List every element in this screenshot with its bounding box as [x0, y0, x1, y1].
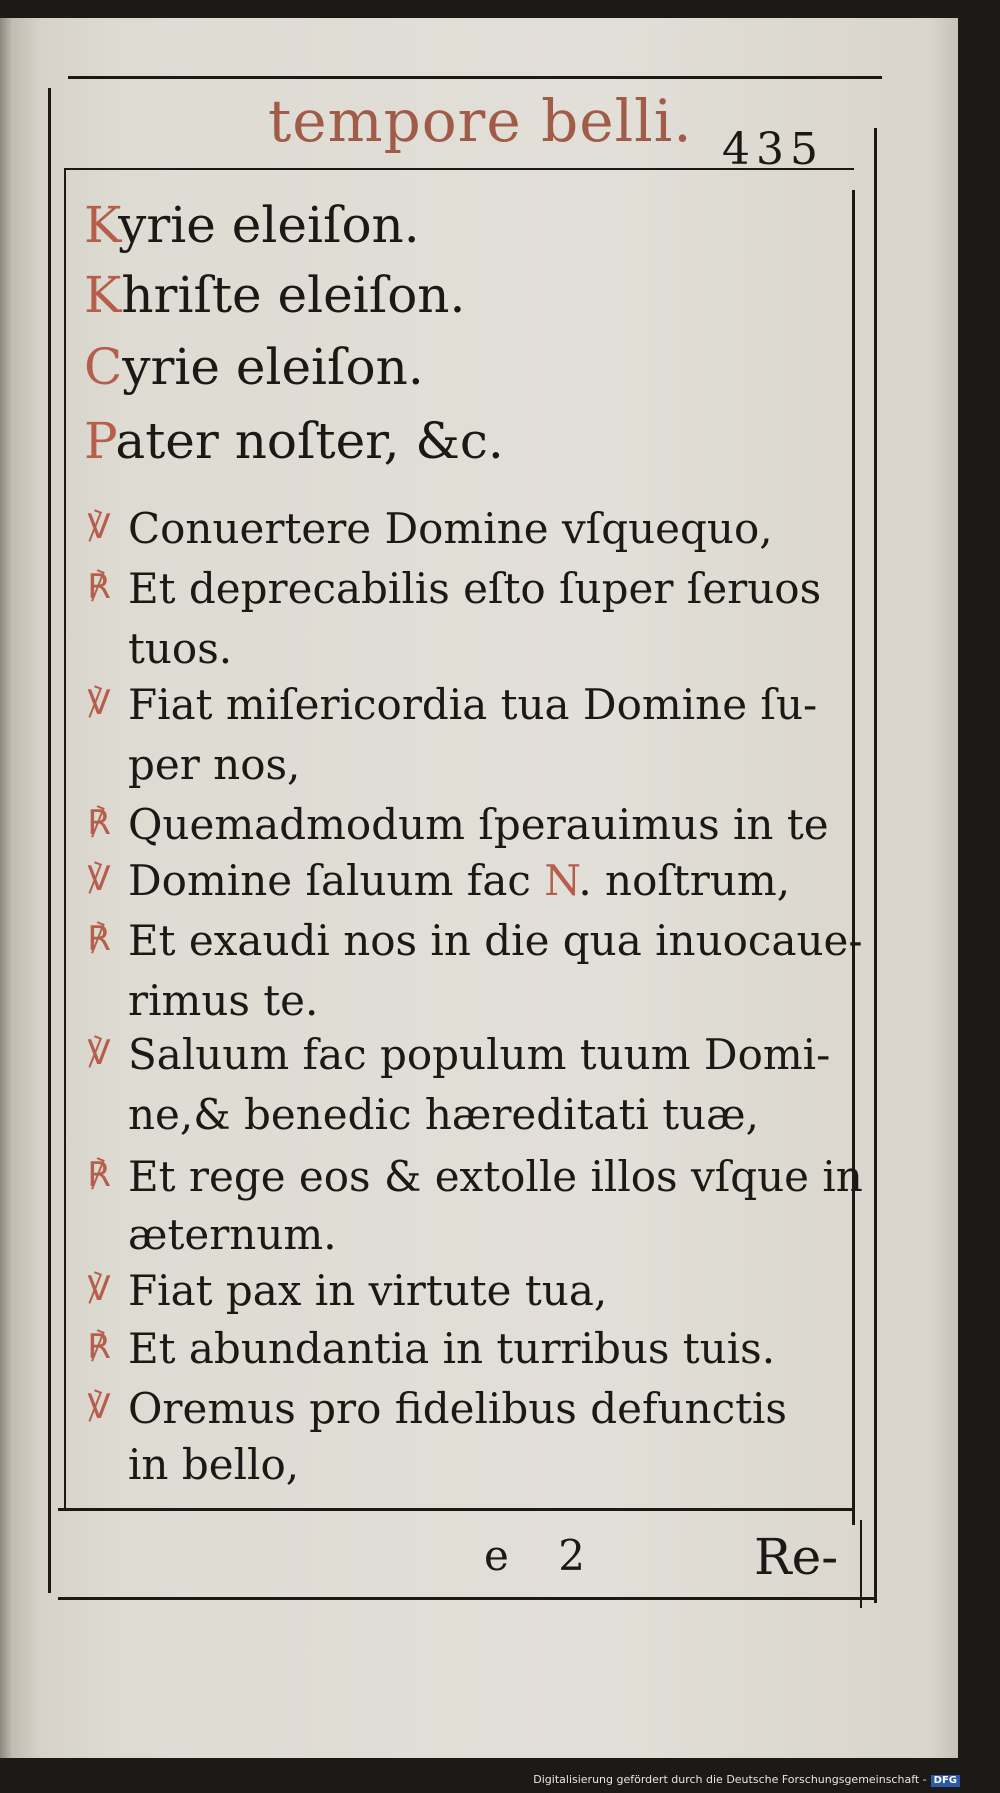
- response-symbol: ℟: [87, 1155, 111, 1195]
- text-line: Fiat miſericordia tua Domine ſu-: [128, 680, 818, 729]
- text-line: Oremus pro fidelibus defunctis: [128, 1384, 787, 1433]
- versicle-symbol: ℣: [87, 859, 111, 899]
- text-line: Et exaudi nos in die qua inuocaue-: [128, 916, 863, 965]
- kyrie-line-2: [84, 338, 424, 396]
- page-number: 435: [722, 124, 824, 175]
- inner-right-rule: [852, 190, 855, 1525]
- text-line: Et abundantia in turribus tuis.: [128, 1324, 776, 1373]
- outer-left-rule: [48, 88, 51, 1593]
- kyrie-line: [84, 196, 420, 254]
- kyrie-text: yrie eleiſon.: [118, 196, 420, 254]
- kyrie-text-2: yrie eleiſon.: [122, 338, 424, 396]
- gutter-shadow: [0, 18, 14, 1758]
- text-line: Fiat pax in virtute tua,: [128, 1266, 608, 1315]
- text-line: ne,& benedic hæreditati tuæ,: [128, 1090, 759, 1139]
- text-part: Domine ſaluum fac: [128, 856, 531, 905]
- text-line: in bello,: [128, 1440, 300, 1489]
- pater-noster-text: ater noſter, &c.: [115, 412, 504, 470]
- versicle-symbol: ℣: [87, 1387, 111, 1427]
- credit-text: Digitalisierung gefördert durch die Deutsche Forschungsgemeinschaft -: [533, 1773, 927, 1786]
- red-n-placeholder: N: [544, 856, 579, 905]
- outer-right-rule: [874, 128, 877, 1603]
- inner-bottom-rule: [58, 1508, 854, 1511]
- outer-bottom-rule: [58, 1597, 876, 1600]
- text-line: Quemadmodum ſperauimus in te: [128, 800, 829, 849]
- red-initial: K: [84, 266, 122, 324]
- christe-text: hriſte eleiſon.: [121, 266, 466, 324]
- red-initial: C: [84, 338, 123, 396]
- text-line: Saluum fac populum tuum Domi-: [128, 1030, 831, 1079]
- response-symbol: ℟: [87, 919, 111, 959]
- catchword: Re-: [754, 1528, 839, 1586]
- footer-side-rule: [860, 1520, 862, 1608]
- text-line: æternum.: [128, 1210, 337, 1259]
- versicle-symbol: ℣: [87, 1269, 111, 1309]
- signature-mark: e 2: [484, 1531, 603, 1580]
- response-symbol: ℟: [87, 567, 111, 607]
- red-initial: P: [84, 412, 116, 470]
- versicle-symbol: ℣: [87, 507, 111, 547]
- response-symbol: ℟: [87, 1327, 111, 1367]
- text-line: Et deprecabilis eſto ſuper ſeruos: [128, 564, 822, 613]
- running-title: tempore belli.: [268, 87, 693, 155]
- text-line: tuos.: [128, 624, 233, 673]
- red-initial: K: [84, 196, 119, 254]
- inner-left-rule: [64, 168, 66, 1508]
- response-symbol: ℟: [87, 803, 111, 843]
- versicle-symbol: ℣: [87, 1033, 111, 1073]
- text-line: per nos,: [128, 740, 301, 789]
- dfg-logo: DFG: [931, 1775, 960, 1787]
- text-line: Conuertere Domine vſquequo,: [128, 504, 773, 553]
- pater-noster-line: [84, 412, 504, 470]
- text-line: [128, 856, 791, 905]
- text-part: . noſtrum,: [578, 856, 791, 905]
- versicle-symbol: ℣: [87, 683, 111, 723]
- text-line: Et rege eos & extolle illos vſque in: [128, 1152, 863, 1201]
- outer-top-rule: [68, 76, 882, 79]
- digitization-credit: [533, 1774, 960, 1787]
- text-line: rimus te.: [128, 976, 319, 1025]
- christe-line: [84, 266, 466, 324]
